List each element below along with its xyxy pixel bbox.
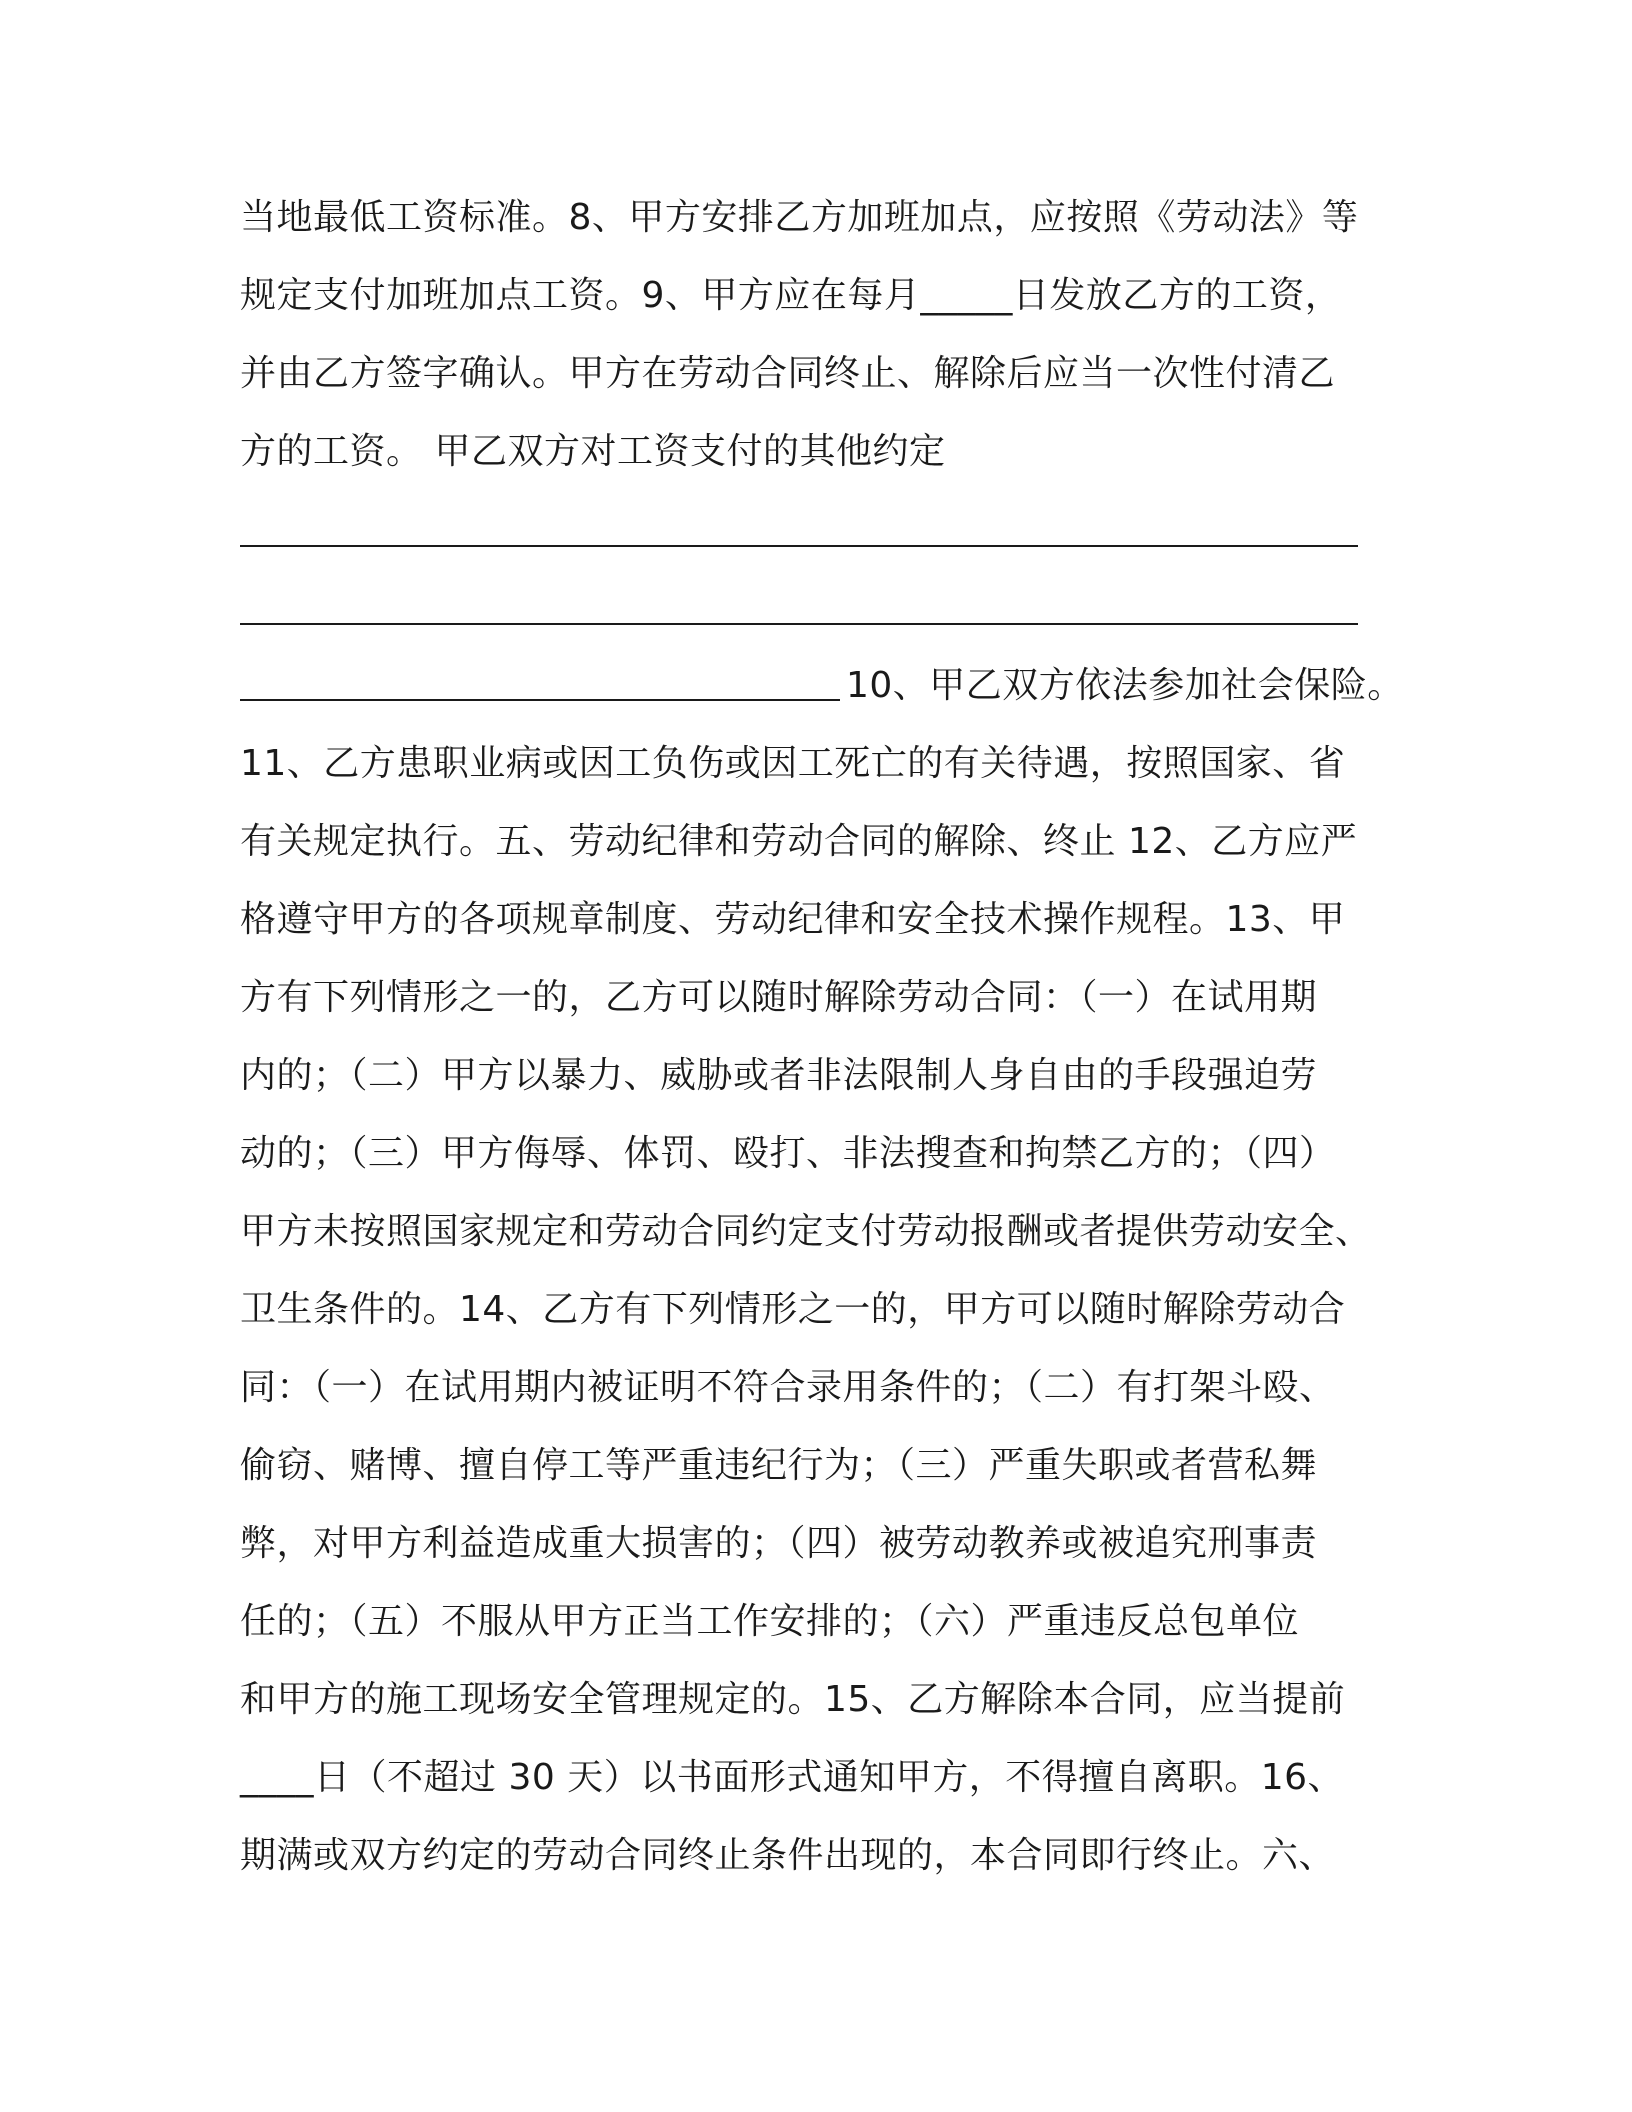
text-line: 内的；（二）甲方以暴力、威胁或者非法限制人身自由的手段强迫劳 xyxy=(240,1055,1318,1096)
blank-fill-segment xyxy=(240,699,840,701)
text-line: 卫生条件的。14、乙方有下列情形之一的，甲方可以随时解除劳动合 xyxy=(240,1289,1346,1330)
text-line: 并由乙方签字确认。甲方在劳动合同终止、解除后应当一次性付清乙 xyxy=(240,353,1336,394)
text-line: 弊，对甲方利益造成重大损害的；（四）被劳动教养或被追究刑事责 xyxy=(240,1523,1318,1564)
social-insurance-clause: 10、甲乙双方依法参加社会保险。 xyxy=(846,665,1404,706)
text-line: 和甲方的施工现场安全管理规定的。15、乙方解除本合同，应当提前 xyxy=(240,1679,1346,1720)
text-line: 期满或双方约定的劳动合同终止条件出现的，本合同即行终止。六、 xyxy=(240,1835,1336,1876)
text-line: 偷窃、赌博、擅自停工等严重违纪行为；（三）严重失职或者营私舞 xyxy=(240,1445,1318,1486)
text-line: 方有下列情形之一的，乙方可以随时解除劳动合同：（一）在试用期 xyxy=(240,977,1318,1018)
text-line: 甲方未按照国家规定和劳动合同约定支付劳动报酬或者提供劳动安全、 xyxy=(240,1211,1372,1252)
blank-fill-line xyxy=(240,545,1358,547)
text-line: 同：（一）在试用期内被证明不符合录用条件的；（二）有打架斗殴、 xyxy=(240,1367,1336,1408)
text-line xyxy=(240,662,1404,710)
text-line: 方的工资。 甲乙双方对工资支付的其他约定 xyxy=(240,431,946,472)
text-line: 当地最低工资标准。8、甲方安排乙方加班加点，应按照《劳动法》等 xyxy=(240,197,1359,238)
text-line: 规定支付加班加点工资。9、甲方应在每月_____日发放乙方的工资， xyxy=(240,275,1342,316)
text-line: 有关规定执行。五、劳动纪律和劳动合同的解除、终止 12、乙方应严 xyxy=(240,821,1358,862)
text-line: 格遵守甲方的各项规章制度、劳动纪律和安全技术操作规程。13、甲 xyxy=(240,899,1346,940)
text-line: 动的；（三）甲方侮辱、体罚、殴打、非法搜查和拘禁乙方的；（四） xyxy=(240,1133,1336,1174)
text-line: 任的；（五）不服从甲方正当工作安排的；（六）严重违反总包单位 xyxy=(240,1601,1300,1642)
blank-fill-line xyxy=(240,623,1358,625)
text-line: ____日（不超过 30 天）以书面形式通知甲方，不得擅自离职。16、 xyxy=(240,1757,1345,1798)
text-line: 11、乙方患职业病或因工负伤或因工死亡的有关待遇，按照国家、省 xyxy=(240,743,1346,784)
